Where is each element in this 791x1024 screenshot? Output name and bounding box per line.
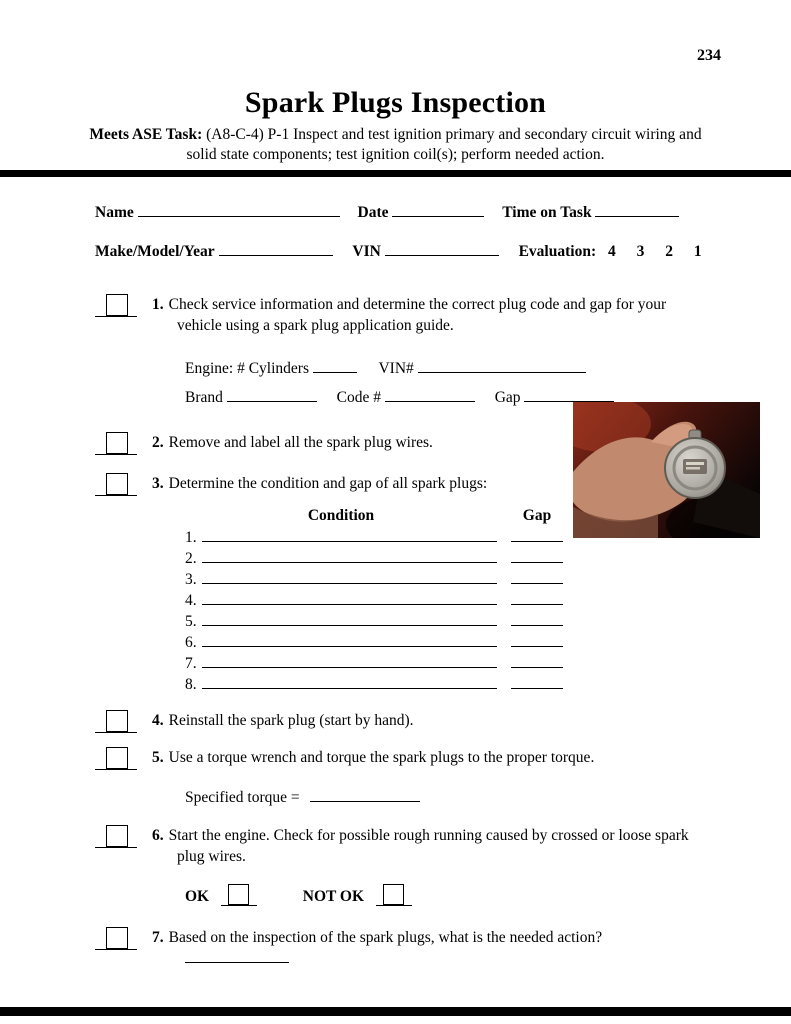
step-1-body xyxy=(152,294,674,337)
bottom-divider xyxy=(0,1007,791,1016)
name-field[interactable] xyxy=(138,202,340,217)
ok-checkbox[interactable] xyxy=(221,883,257,906)
gap-field-6[interactable] xyxy=(511,632,563,647)
gap-field[interactable] xyxy=(524,387,614,402)
specified-torque-label: Specified torque = xyxy=(185,788,300,806)
ase-task-line xyxy=(80,125,712,166)
step-4-body xyxy=(152,710,414,731)
step-3-number: 3. xyxy=(152,474,164,492)
step-1 xyxy=(95,294,713,337)
engine-row xyxy=(185,358,713,378)
table-row xyxy=(185,653,713,672)
condition-field-5[interactable] xyxy=(202,611,497,626)
condition-field-6[interactable] xyxy=(202,632,497,647)
make-vin-row xyxy=(95,241,713,261)
name-date-row xyxy=(95,202,713,222)
date-label: Date xyxy=(357,204,389,221)
ase-task-label: Meets ASE Task: xyxy=(89,126,203,143)
step-2-body xyxy=(152,432,433,453)
page-title: Spark Plugs Inspection xyxy=(244,86,547,119)
engine-cylinders-label: Engine: # Cylinders xyxy=(185,359,309,377)
evaluation-scale: 4 3 2 1 xyxy=(607,243,702,260)
step-7-body xyxy=(152,927,713,970)
gap-field-3[interactable] xyxy=(511,569,563,584)
step-2-number: 2. xyxy=(152,433,164,451)
step-5-body xyxy=(152,747,594,768)
needed-action-field[interactable] xyxy=(185,948,289,963)
form-content xyxy=(95,196,713,969)
table-row xyxy=(185,569,713,588)
step-4-number: 4. xyxy=(152,711,164,729)
row-number: 2. xyxy=(185,549,197,567)
step-7-text: Based on the inspection of the spark plugs, what is the needed action? xyxy=(168,928,603,946)
not-ok-label: NOT OK xyxy=(302,887,365,905)
condition-field-8[interactable] xyxy=(202,674,497,689)
gap-field-7[interactable] xyxy=(511,653,563,668)
step-3-checkbox[interactable] xyxy=(95,473,137,496)
cylinders-field[interactable] xyxy=(313,358,357,373)
torque-row xyxy=(185,787,713,807)
step-4-checkbox[interactable] xyxy=(95,710,137,733)
table-row xyxy=(185,548,713,567)
ok-label: OK xyxy=(185,887,210,905)
gap-label: Gap xyxy=(494,388,521,406)
checkbox-square xyxy=(106,710,128,732)
condition-field-7[interactable] xyxy=(202,653,497,668)
evaluation-label: Evaluation: xyxy=(518,243,597,260)
step-6-number: 6. xyxy=(152,826,164,844)
checkbox-square xyxy=(228,884,249,905)
gap-field-4[interactable] xyxy=(511,590,563,605)
step-1-text: Check service information and determine the correct plug code and gap for your vehicle using a spark plug application guide. xyxy=(168,296,667,335)
step-7 xyxy=(95,927,713,970)
time-on-task-label: Time on Task xyxy=(502,204,592,221)
gap-field-8[interactable] xyxy=(511,674,563,689)
ok-notok-row xyxy=(185,883,713,906)
gap-field-5[interactable] xyxy=(511,611,563,626)
condition-field-1[interactable] xyxy=(202,527,497,542)
code-field[interactable] xyxy=(385,387,475,402)
row-number: 6. xyxy=(185,633,197,651)
row-number: 8. xyxy=(185,675,197,693)
step-3-text: Determine the condition and gap of all spark plugs: xyxy=(168,474,488,492)
step-1-number: 1. xyxy=(152,296,164,313)
step-7-checkbox[interactable] xyxy=(95,927,137,950)
vin-number-label: VIN# xyxy=(378,359,414,377)
make-model-year-field[interactable] xyxy=(219,241,333,256)
step-5-checkbox[interactable] xyxy=(95,747,137,770)
checkbox-square xyxy=(106,927,128,949)
step-5-number: 5. xyxy=(152,748,164,766)
gap-field-2[interactable] xyxy=(511,548,563,563)
step-6-body xyxy=(152,825,708,868)
step-5-text: Use a torque wrench and torque the spark plugs to the proper torque. xyxy=(168,748,595,766)
table-row xyxy=(185,632,713,651)
condition-field-2[interactable] xyxy=(202,548,497,563)
gap-field-1[interactable] xyxy=(511,527,563,542)
vin-number-field[interactable] xyxy=(418,358,586,373)
step-6 xyxy=(95,825,713,868)
condition-header: Condition xyxy=(307,506,375,524)
table-row xyxy=(185,611,713,630)
step-4 xyxy=(95,710,713,733)
checkbox-square xyxy=(106,432,128,454)
make-model-year-label: Make/Model/Year xyxy=(95,243,215,260)
not-ok-checkbox[interactable] xyxy=(376,883,412,906)
step-2-text: Remove and label all the spark plug wires. xyxy=(168,433,433,451)
spark-plug-photo xyxy=(573,402,760,538)
step-5 xyxy=(95,747,713,770)
step-6-text: Start the engine. Check for possible rough running caused by crossed or loose spark plug wires. xyxy=(168,826,689,866)
row-number: 1. xyxy=(185,528,197,546)
row-number: 5. xyxy=(185,612,197,630)
checkbox-square xyxy=(106,473,128,495)
row-number: 4. xyxy=(185,591,197,609)
gap-header: Gap xyxy=(522,506,552,524)
spark-plug-photo-image xyxy=(573,402,760,538)
checkbox-square xyxy=(106,747,128,769)
name-label: Name xyxy=(95,204,134,221)
row-number: 7. xyxy=(185,654,197,672)
checkbox-square xyxy=(106,825,128,847)
condition-field-3[interactable] xyxy=(202,569,497,584)
table-row xyxy=(185,590,713,609)
page-number: 234 xyxy=(697,47,721,64)
checkbox-square xyxy=(383,884,404,905)
time-on-task-field[interactable] xyxy=(595,202,679,217)
step-3-body xyxy=(152,473,487,494)
vin-label: VIN xyxy=(352,243,381,260)
brand-field[interactable] xyxy=(227,387,317,402)
step-6-checkbox[interactable] xyxy=(95,825,137,848)
step-1-checkbox[interactable] xyxy=(95,294,137,317)
step-2-checkbox[interactable] xyxy=(95,432,137,455)
row-number: 3. xyxy=(185,570,197,588)
step-4-text: Reinstall the spark plug (start by hand). xyxy=(168,711,414,729)
brand-label: Brand xyxy=(185,388,223,406)
date-field[interactable] xyxy=(392,202,484,217)
top-divider xyxy=(0,170,791,177)
condition-field-4[interactable] xyxy=(202,590,497,605)
table-row xyxy=(185,674,713,693)
step-7-number: 7. xyxy=(152,928,164,946)
code-label: Code # xyxy=(336,388,381,406)
checkbox-square xyxy=(106,294,128,316)
specified-torque-field[interactable] xyxy=(310,787,420,802)
vin-field[interactable] xyxy=(385,241,499,256)
ase-task-text: (A8-C-4) P-1 Inspect and test ignition primary and secondary circuit wiring and solid state components; test ignition coil(s); perform needed action. xyxy=(186,126,702,164)
